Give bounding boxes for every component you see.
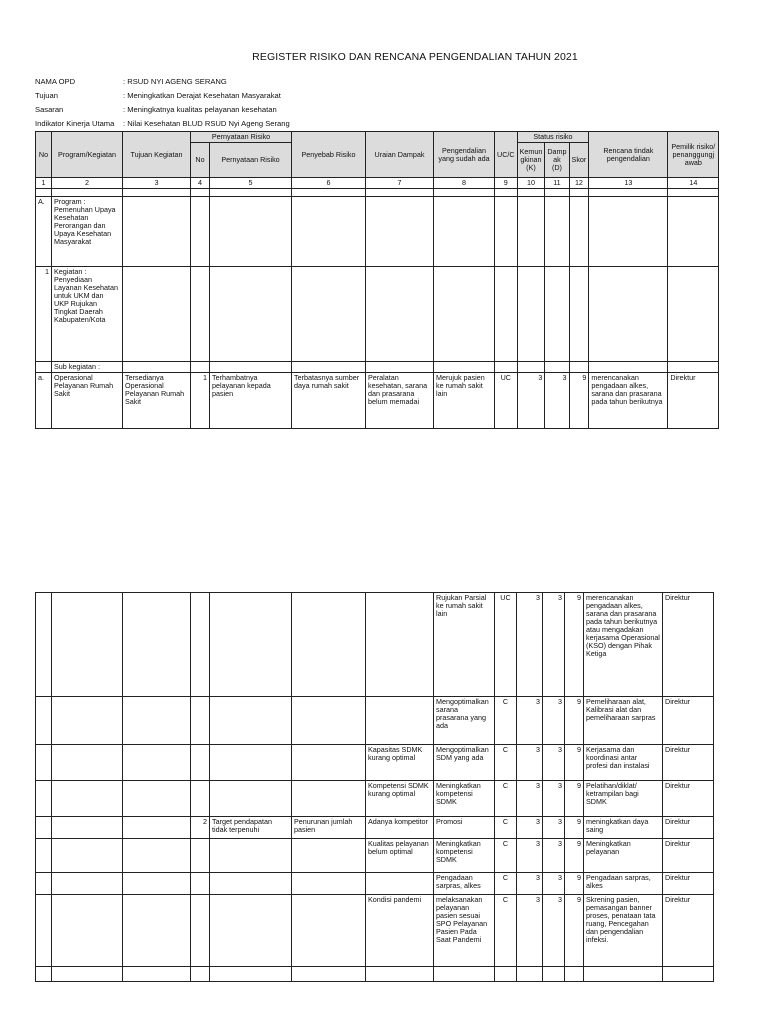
ucc-cell: UC xyxy=(495,373,518,429)
table-row xyxy=(36,839,714,873)
penyebab-cell xyxy=(292,745,366,781)
empty-cell xyxy=(123,895,191,967)
pernyataan-no-cell: 1 xyxy=(191,373,210,429)
empty-cell xyxy=(52,967,123,982)
header-pernyataan-group: Pernyataan Risiko xyxy=(191,132,292,143)
skor-cell: 9 xyxy=(565,817,584,839)
rencana-cell: Skrening pasien, pemasangan banner proses, penataan tata ruang, Pencegahan dan pengendalian infeksi. xyxy=(584,895,663,967)
uraian-cell: Kapasitas SDMK kurang optimal xyxy=(366,745,434,781)
pernyataan-no-cell xyxy=(191,697,210,745)
pernyataan-no-cell xyxy=(191,745,210,781)
empty-cell xyxy=(36,593,52,697)
dampak-cell: 3 xyxy=(543,593,565,697)
col-number: 6 xyxy=(292,178,366,189)
header-pernyataan-no: No xyxy=(191,143,210,178)
meta-row-iku xyxy=(35,117,290,131)
penyebab-cell xyxy=(292,895,366,967)
meta-label: NAMA OPD xyxy=(35,77,76,86)
empty-cell xyxy=(663,967,714,982)
meta-row-sasaran xyxy=(35,103,290,117)
kemungkinan-cell: 3 xyxy=(517,373,545,429)
skor-cell: 9 xyxy=(569,373,589,429)
col-number: 11 xyxy=(545,178,569,189)
col-number: 12 xyxy=(569,178,589,189)
empty-row xyxy=(36,967,714,982)
empty-cell xyxy=(36,697,52,745)
header-pernyataan: Pernyataan Risiko xyxy=(210,143,292,178)
ucc-cell: C xyxy=(495,895,517,967)
empty-cell xyxy=(36,873,52,895)
empty-cell xyxy=(565,967,584,982)
row-no: A. xyxy=(36,197,52,267)
header-program: Program/Kegiatan xyxy=(52,132,123,178)
table-row xyxy=(36,745,714,781)
empty-cell xyxy=(36,745,52,781)
dampak-cell: 3 xyxy=(543,873,565,895)
pengendalian-cell: Mengoptimalkan SDM yang ada xyxy=(434,745,495,781)
row-no: 1 xyxy=(36,267,52,362)
pernyataan-cell: Terhambatnya pelayanan kepada pasien xyxy=(210,373,292,429)
header-dampak: Damp ak (D) xyxy=(545,143,569,178)
table-row xyxy=(36,373,719,429)
skor-cell: 9 xyxy=(565,895,584,967)
col-number: 2 xyxy=(52,178,123,189)
meta-row-tujuan xyxy=(35,89,290,103)
uraian-cell: Kompetensi SDMK kurang optimal xyxy=(366,781,434,817)
penyebab-cell: Terbatasnya sumber daya rumah sakit xyxy=(292,373,366,429)
kemungkinan-cell: 3 xyxy=(517,873,543,895)
empty-cell xyxy=(36,967,52,982)
rencana-cell: Meningkatkan pelayanan xyxy=(584,839,663,873)
kemungkinan-cell: 3 xyxy=(517,895,543,967)
kegiatan-row xyxy=(36,267,719,362)
empty-cell xyxy=(36,895,52,967)
col-number: 13 xyxy=(589,178,668,189)
tujuan-cell: Tersedianya Operasional Pelayanan Rumah Sakit xyxy=(123,373,191,429)
meta-label: Indikator Kinerja Utama xyxy=(35,119,115,128)
pernyataan-cell xyxy=(210,697,292,745)
col-number: 3 xyxy=(123,178,191,189)
pemilik-cell: Direktur xyxy=(663,895,714,967)
header-kemungkinan: Kemun gkinan (K) xyxy=(517,143,545,178)
empty-cell xyxy=(52,817,123,839)
uraian-cell: Peralatan kesehatan, sarana dan prasarana belum memadai xyxy=(366,373,434,429)
empty-cell xyxy=(52,593,123,697)
table-row xyxy=(36,895,714,967)
col-number: 14 xyxy=(668,178,719,189)
column-number-row xyxy=(36,178,719,189)
meta-value: : Meningkatkan Derajat Kesehatan Masyarakat xyxy=(123,91,281,100)
empty-cell xyxy=(191,967,210,982)
col-number: 4 xyxy=(191,178,210,189)
page-title: REGISTER RISIKO DAN RENCANA PENGENDALIAN TAHUN 2021 xyxy=(252,51,578,63)
pemilik-cell: Direktur xyxy=(663,873,714,895)
pernyataan-no-cell xyxy=(191,839,210,873)
empty-cell xyxy=(210,967,292,982)
empty-cell xyxy=(123,817,191,839)
dampak-cell: 3 xyxy=(543,745,565,781)
header-rencana: Rencana tindak pengendalian xyxy=(589,132,668,178)
uraian-cell xyxy=(366,697,434,745)
pernyataan-no-cell: 2 xyxy=(191,817,210,839)
pengendalian-cell: Merujuk pasien ke rumah sakit lain xyxy=(434,373,495,429)
rencana-cell: Pengadaan sarpras, alkes xyxy=(584,873,663,895)
empty-cell xyxy=(123,781,191,817)
pemilik-cell: Direktur xyxy=(663,593,714,697)
empty-cell xyxy=(292,967,366,982)
ucc-cell: C xyxy=(495,817,517,839)
kegiatan-cell: Kegiatan : Penyediaan Layanan Kesehatan untuk UKM dan UKP Rujukan Tingkat Daerah Kabupaten/Kota xyxy=(52,267,123,362)
empty-cell xyxy=(52,895,123,967)
pernyataan-cell xyxy=(210,745,292,781)
empty-cell xyxy=(123,873,191,895)
table-row xyxy=(36,817,714,839)
col-number: 8 xyxy=(434,178,495,189)
pernyataan-no-cell xyxy=(191,593,210,697)
header-ucc: UC/C xyxy=(495,132,518,178)
ucc-cell: UC xyxy=(495,593,517,697)
col-number: 7 xyxy=(366,178,434,189)
header-status-group: Status risiko xyxy=(517,132,589,143)
subkegiatan-label: Sub kegiatan : xyxy=(52,362,123,373)
spacer-row xyxy=(36,189,719,197)
header-pengendalian: Pengendalian yang sudah ada xyxy=(434,132,495,178)
col-number: 10 xyxy=(517,178,545,189)
meta-value: : Nilai Kesehatan BLUD RSUD Nyi Ageng Serang xyxy=(123,119,290,128)
penyebab-cell xyxy=(292,697,366,745)
dampak-cell: 3 xyxy=(545,373,569,429)
dampak-cell: 3 xyxy=(543,697,565,745)
risk-register-table xyxy=(35,131,719,429)
uraian-cell: Kualitas pelayanan belum optimal xyxy=(366,839,434,873)
header-uraian: Uraian Dampak xyxy=(366,132,434,178)
rencana-cell: merencanakan pengadaan alkes, sarana dan prasarana pada tahun berikutnya xyxy=(589,373,668,429)
pengendalian-cell: Mengoptimalkan sarana prasarana yang ada xyxy=(434,697,495,745)
dampak-cell: 3 xyxy=(543,839,565,873)
ucc-cell: C xyxy=(495,781,517,817)
subkegiatan-row xyxy=(36,362,719,373)
penyebab-cell xyxy=(292,593,366,697)
pernyataan-cell: Target pendapatan tidak terpenuhi xyxy=(210,817,292,839)
skor-cell: 9 xyxy=(565,873,584,895)
program-cell: Program : Pemenuhan Upaya Kesehatan Perorangan dan Upaya Kesehatan Masyarakat xyxy=(52,197,123,267)
pernyataan-no-cell xyxy=(191,895,210,967)
pernyataan-no-cell xyxy=(191,781,210,817)
empty-cell xyxy=(517,967,543,982)
empty-cell xyxy=(123,839,191,873)
meta-label: Sasaran xyxy=(35,105,64,114)
kemungkinan-cell: 3 xyxy=(517,839,543,873)
skor-cell: 9 xyxy=(565,593,584,697)
empty-cell xyxy=(366,967,434,982)
penyebab-cell xyxy=(292,781,366,817)
empty-cell xyxy=(52,873,123,895)
pernyataan-cell xyxy=(210,873,292,895)
rencana-cell: Kerjasama dan koordinasi antar profesi dan instalasi xyxy=(584,745,663,781)
rencana-cell: meningkatkan daya saing xyxy=(584,817,663,839)
kemungkinan-cell: 3 xyxy=(517,817,543,839)
dampak-cell: 3 xyxy=(543,781,565,817)
uraian-cell xyxy=(366,873,434,895)
ucc-cell: C xyxy=(495,745,517,781)
meta-label: Tujuan xyxy=(35,91,58,100)
header-tujuan: Tujuan Kegiatan xyxy=(123,132,191,178)
table-row xyxy=(36,697,714,745)
empty-cell xyxy=(36,817,52,839)
kemungkinan-cell: 3 xyxy=(517,593,543,697)
empty-cell xyxy=(123,967,191,982)
program-cell: Operasional Pelayanan Rumah Sakit xyxy=(52,373,123,429)
skor-cell: 9 xyxy=(565,781,584,817)
pengendalian-cell: Meningkatkan kompetensi SDMK xyxy=(434,839,495,873)
pemilik-cell: Direktur xyxy=(663,839,714,873)
pengendalian-cell: melaksanakan pelayanan pasien sesuai SPO Pelayanan Pasien Pada Saat Pandemi xyxy=(434,895,495,967)
ucc-cell: C xyxy=(495,697,517,745)
document-meta xyxy=(35,75,290,131)
pernyataan-cell xyxy=(210,895,292,967)
empty-cell xyxy=(52,745,123,781)
empty-cell xyxy=(123,697,191,745)
empty-cell xyxy=(36,839,52,873)
pengendalian-cell: Meningkatkan kompetensi SDMK xyxy=(434,781,495,817)
pernyataan-cell xyxy=(210,781,292,817)
uraian-cell: Adanya kompetitor xyxy=(366,817,434,839)
empty-cell xyxy=(52,697,123,745)
col-number: 1 xyxy=(36,178,52,189)
pengendalian-cell: Pengadaan sarpras, alkes xyxy=(434,873,495,895)
table-row xyxy=(36,781,714,817)
empty-cell xyxy=(584,967,663,982)
rencana-cell: Pemeliharaan alat, Kalibrasi alat dan pemeliharaan sarpras xyxy=(584,697,663,745)
pernyataan-cell xyxy=(210,593,292,697)
empty-cell xyxy=(123,593,191,697)
ucc-cell: C xyxy=(495,839,517,873)
uraian-cell: Kondisi pandemi xyxy=(366,895,434,967)
dampak-cell: 3 xyxy=(543,895,565,967)
skor-cell: 9 xyxy=(565,745,584,781)
empty-cell xyxy=(123,745,191,781)
program-row xyxy=(36,197,719,267)
kemungkinan-cell: 3 xyxy=(517,745,543,781)
row-no: a. xyxy=(36,373,52,429)
penyebab-cell: Penurunan jumlah pasien xyxy=(292,817,366,839)
rencana-cell: Pelatihan/diklat/ ketrampilan bagi SDMK xyxy=(584,781,663,817)
pemilik-cell: Direktur xyxy=(663,781,714,817)
penyebab-cell xyxy=(292,839,366,873)
table-row xyxy=(36,593,714,697)
meta-value: : Meningkatnya kualitas pelayanan kesehatan xyxy=(123,105,277,114)
pemilik-cell: Direktur xyxy=(663,745,714,781)
meta-value: : RSUD NYI AGENG SERANG xyxy=(123,77,227,86)
col-number: 9 xyxy=(495,178,518,189)
empty-cell xyxy=(52,839,123,873)
empty-cell xyxy=(52,781,123,817)
pemilik-cell: Direktur xyxy=(663,817,714,839)
dampak-cell: 3 xyxy=(543,817,565,839)
rencana-cell: merencanakan pengadaan alkes, sarana dan prasarana pada tahun berikutnya atau mengadakan kerjasama Operasional (KSO) dengan Pihak Ketiga xyxy=(584,593,663,697)
empty-cell xyxy=(434,967,495,982)
risk-register-table-continued xyxy=(35,592,714,982)
col-number: 5 xyxy=(210,178,292,189)
header-skor: Skor xyxy=(569,143,589,178)
pemilik-cell: Direktur xyxy=(663,697,714,745)
header-no: No xyxy=(36,132,52,178)
empty-cell xyxy=(36,781,52,817)
skor-cell: 9 xyxy=(565,697,584,745)
penyebab-cell xyxy=(292,873,366,895)
kemungkinan-cell: 3 xyxy=(517,697,543,745)
skor-cell: 9 xyxy=(565,839,584,873)
empty-cell xyxy=(495,967,517,982)
header-penyebab: Penyebab Risiko xyxy=(292,132,366,178)
pemilik-cell: Direktur xyxy=(668,373,719,429)
empty-cell xyxy=(543,967,565,982)
ucc-cell: C xyxy=(495,873,517,895)
kemungkinan-cell: 3 xyxy=(517,781,543,817)
table-row xyxy=(36,873,714,895)
pengendalian-cell: Rujukan Parsial ke rumah sakit lain xyxy=(434,593,495,697)
pengendalian-cell: Promosi xyxy=(434,817,495,839)
header-pemilik: Pemilik risiko/ penanggungj awab xyxy=(668,132,719,178)
pernyataan-cell xyxy=(210,839,292,873)
meta-row-opd xyxy=(35,75,290,89)
pernyataan-no-cell xyxy=(191,873,210,895)
uraian-cell xyxy=(366,593,434,697)
